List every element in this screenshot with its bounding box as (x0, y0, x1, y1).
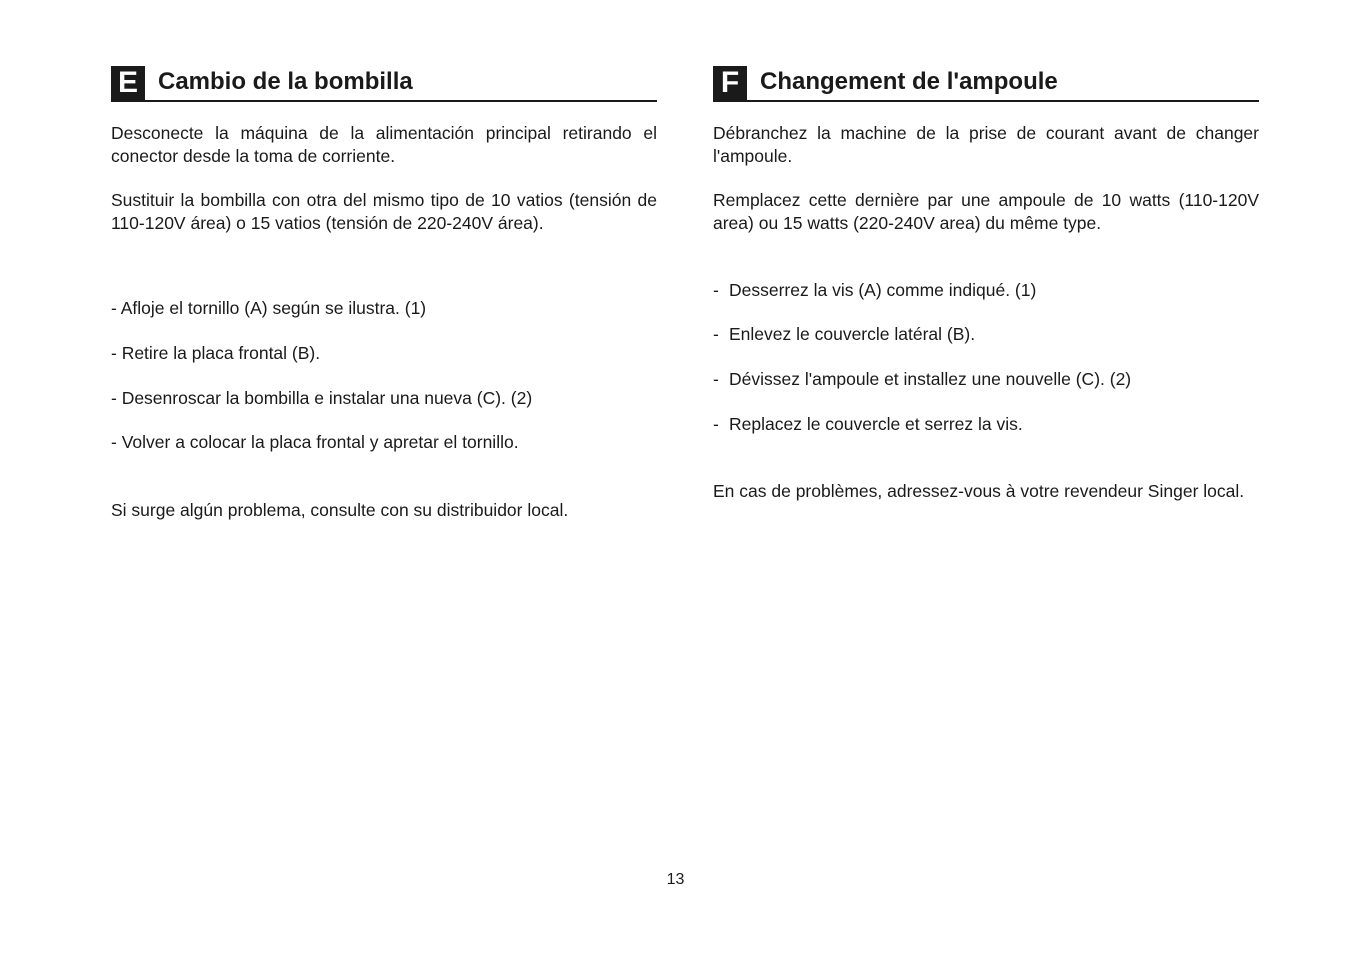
page-number: 13 (666, 871, 685, 888)
french-closing-note: En cas de problèmes, adressez-vous à votre revendeur Singer local. (713, 481, 1245, 501)
step-text: Desserrez la vis (A) comme indiqué. (1) (729, 280, 1037, 300)
french-heading (713, 64, 1259, 102)
french-paragraph-disconnect: Débranchez la machine de la prise de courant avant de changer l'ampoule. (713, 123, 1259, 166)
step-dash: - (713, 280, 719, 300)
step-text: Replacez le couvercle et serrez la vis. (729, 414, 1023, 434)
french-step-3 (713, 368, 1131, 391)
step-dash: - (713, 369, 719, 389)
french-section (713, 64, 1259, 501)
french-paragraph-replace: Remplacez cette dernière par une ampoule de 10 watts (110-120V area) ou 15 watts (220-240V area) du même type. (713, 190, 1259, 233)
french-step-4 (713, 413, 1023, 436)
step-dash: - (713, 324, 719, 344)
spanish-paragraph-replace: Sustituir la bombilla con otra del mismo tipo de 10 vatios (tensión de 110-120V área) o 15 vatios (tensión de 220-240V área). (111, 190, 657, 233)
spanish-heading (111, 64, 657, 102)
spanish-paragraph-disconnect: Desconecte la máquina de la alimentación principal retirando el conector desde la toma de corriente. (111, 123, 657, 166)
language-badge-f: F (713, 66, 747, 100)
spanish-closing-note: Si surge algún problema, consulte con su distribuidor local. (111, 500, 569, 520)
spanish-step-3: - Desenroscar la bombilla e instalar una nueva (C). (2) (111, 388, 533, 408)
step-text: Enlevez le couvercle latéral (B). (729, 324, 976, 344)
step-dash: - (713, 414, 719, 434)
french-step-1 (713, 279, 1036, 302)
french-title: Changement de l'ampoule (760, 68, 1058, 95)
spanish-step-2: - Retire la placa frontal (B). (111, 343, 321, 363)
spanish-section (111, 64, 657, 520)
spanish-step-1: - Afloje el tornillo (A) según se ilustra. (1) (111, 298, 427, 318)
step-text: Dévissez l'ampoule et installez une nouvelle (C). (2) (729, 369, 1132, 389)
language-badge-e: E (111, 66, 145, 100)
spanish-title: Cambio de la bombilla (158, 68, 413, 95)
spanish-step-4: - Volver a colocar la placa frontal y apretar el tornillo. (111, 432, 519, 452)
french-step-2 (713, 323, 975, 346)
